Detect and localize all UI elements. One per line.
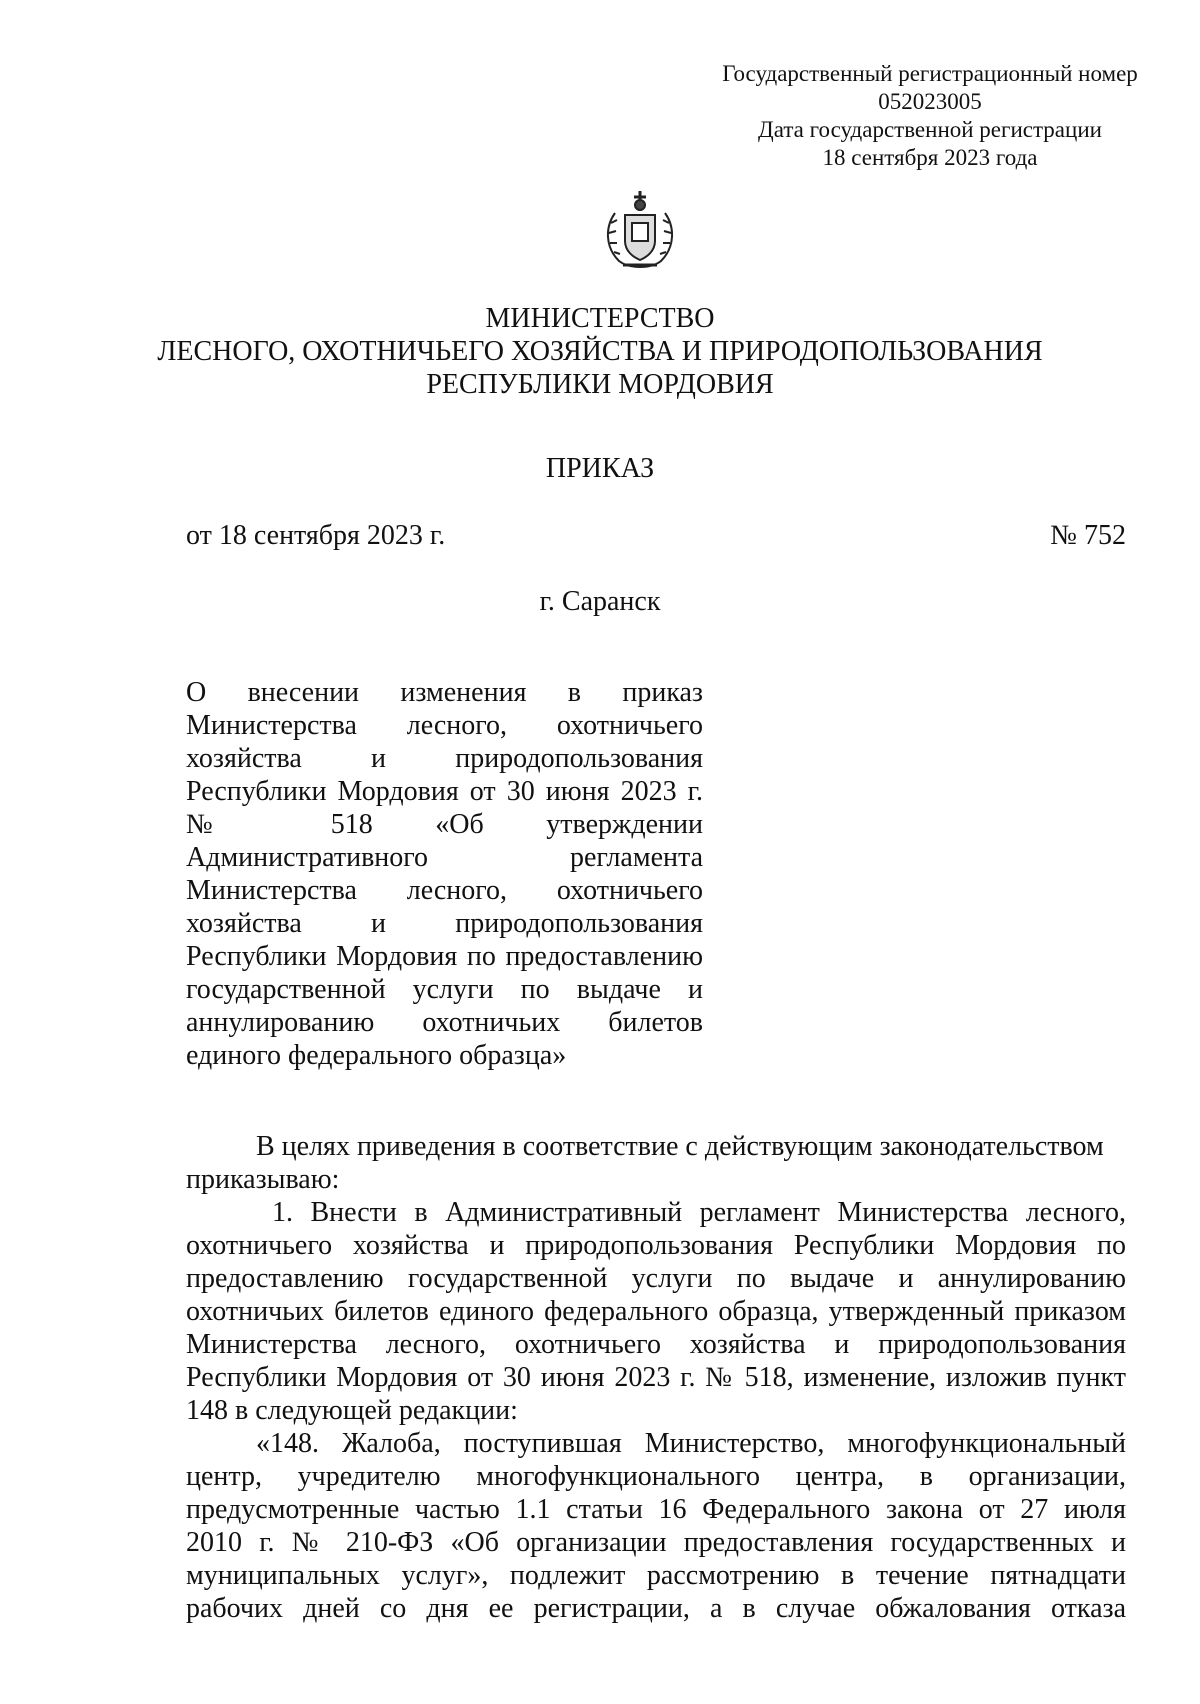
body-line: центр, учредителю многофункционального центра, в организации, [186,1461,1126,1492]
ministry-line-1: МИНИСТЕРСТВО [485,303,715,334]
registration-number-label: Государственный регистрационный номер [722,61,1138,86]
subject-line: хозяйства и природопользования [186,908,703,939]
body-line: Министерства лесного, охотничьего хозяйства и природопользования [186,1329,1126,1360]
ministry-line-2: ЛЕСНОГО, ОХОТНИЧЬЕГО ХОЗЯЙСТВА И ПРИРОДОПОЛЬЗОВАНИЯ [157,336,1043,367]
order-date: от 18 сентября 2023 г. [186,520,446,551]
subject-line: О внесении изменения в приказ [186,677,703,708]
ministry-heading [0,302,1200,401]
subject-line: хозяйства и природопользования [186,743,703,774]
subject-line: единого федерального образца» [186,1040,567,1071]
body-line: рабочих дней со дня ее регистрации, а в случае обжалования отказа [186,1593,1126,1624]
body-line: охотничьих билетов единого федерального образца, утвержденный приказом [186,1296,1126,1327]
registration-date-label: Дата государственной регистрации [758,117,1102,142]
subject-line: Республики Мордовия по предоставлению [186,941,703,972]
body-line: охотничьего хозяйства и природопользования Республики Мордовия по [186,1230,1126,1261]
subject-line: Министерства лесного, охотничьего [186,875,703,906]
registration-date: 18 сентября 2023 года [822,145,1038,170]
body-line: В целях приведения в соответствие с действующим законодательством [256,1131,1104,1162]
body-line: Республики Мордовия от 30 июня 2023 г. № 518, изменение, изложив пункт [186,1362,1126,1393]
body-line: приказываю: [186,1164,340,1195]
order-number: № 752 [1050,520,1126,551]
subject-line: государственной услуги по выдаче и [186,974,703,1005]
coat-of-arms-icon [601,183,679,273]
subject-line: Республики Мордовия от 30 июня 2023 г. [186,776,703,807]
order-city: г. Саранск [539,586,661,617]
subject-line: № 518 «Об утверждении [186,809,703,840]
order-date-number-line [186,520,1126,552]
body-line: предусмотренные частью 1.1 статьи 16 Федерального закона от 27 июля [186,1494,1126,1525]
body-line: 2010 г. № 210-ФЗ «Об организации предоставления государственных и [186,1527,1126,1558]
order-title: ПРИКАЗ [545,453,655,484]
body-line: 148 в следующей редакции: [186,1395,518,1426]
ministry-line-3: РЕСПУБЛИКИ МОРДОВИЯ [426,369,774,400]
subject-line: аннулированию охотничьих билетов [186,1007,703,1038]
subject-line: Министерства лесного, охотничьего [186,710,703,741]
order-body [186,1130,1126,1625]
body-line: «148. Жалоба, поступившая Министерство, многофункциональный [256,1428,1126,1459]
body-line: 1. Внести в Административный регламент Министерства лесного, [272,1197,1126,1228]
subject-line: Административного регламента [186,842,703,873]
body-line: предоставлению государственной услуги по выдаче и аннулированию [186,1263,1126,1294]
registration-block [700,60,1160,172]
order-subject [186,676,703,1072]
body-line: муниципальных услуг», подлежит рассмотрению в течение пятнадцати [186,1560,1126,1591]
registration-number: 052023005 [878,89,982,114]
